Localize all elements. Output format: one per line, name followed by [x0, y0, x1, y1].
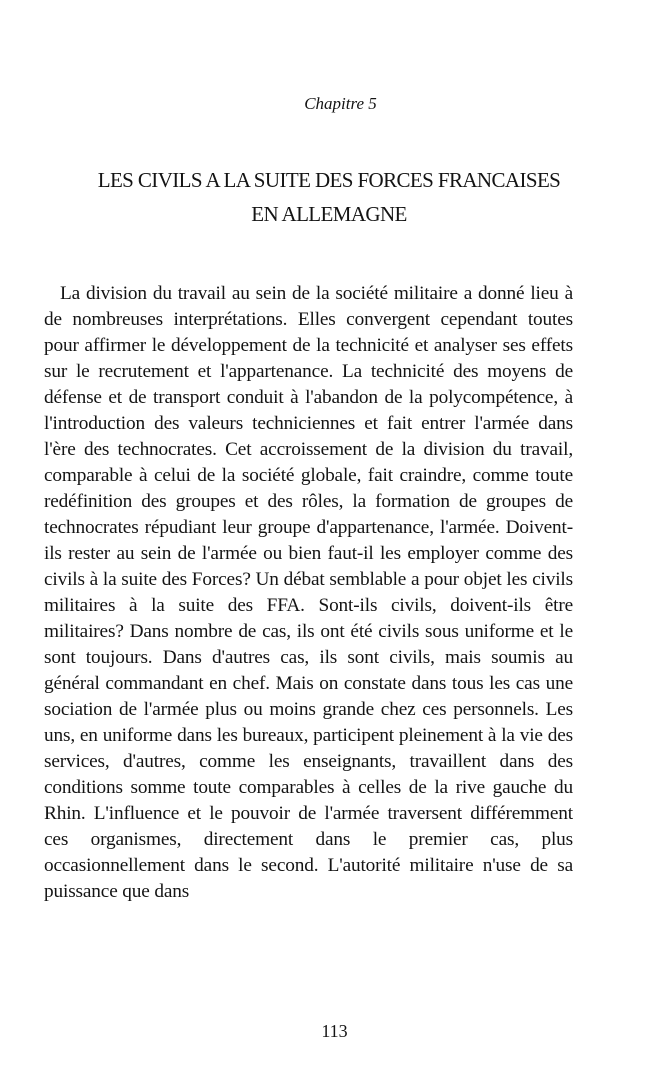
chapter-title-line-1: LES CIVILS A LA SUITE DES FORCES FRANCAISES — [97, 168, 561, 192]
chapter-label: Chapitre 5 — [304, 94, 377, 113]
chapter-title-line-2: EN ALLEMAGNE — [251, 202, 407, 226]
page-number: 113 — [321, 1021, 348, 1041]
body-paragraph: La division du travail au sein de la société militaire a donné lieu à de nombreuses interprétations. Elles convergent cependant toutes pour affirmer le développement de la technicité et analyser ses effets sur le recrutement et l'appartenance. La technicité des moyens de défense et de transport conduit à l'abandon de la polycompétence, à l'introduction des valeurs techniciennes et fait entrer l'armée dans l'ère des technocrates. Cet accroissement de la division du travail, comparable à celui de la société globale, fait craindre, comme toute redéfinition des groupes et des rôles, la formation de groupes de technocrates répudiant leur groupe d'appartenance, l'armée. Doivent-ils rester au sein de l'armée ou bien faut-il les employer comme des civils à la suite des Forces? Un débat semblable a pour objet les civils militaires à la suite des FFA. Sont-ils civils, doivent-ils être militaires? Dans nombre de cas, ils ont été civils sous uniforme et le sont toujours. Dans d'autres cas, ils sont civils, mais soumis au général commandant en chef. Mais on constate dans tous les cas une sociation de l'armée plus ou moins grande chez ces personnels. Les uns, en uniforme dans les bureaux, participent pleinement à la vie des services, d'autres, comme les enseignants, travaillent dans des conditions somme toute comparables à celles de la rive gauche du Rhin. L'influence et le pouvoir de l'armée traversent différemment ces organismes, directement dans le premier cas, plus occasionnellement dans le second. L'autorité militaire n'use de sa puissance que dans — [44, 283, 573, 902]
chapter-title — [44, 163, 614, 231]
